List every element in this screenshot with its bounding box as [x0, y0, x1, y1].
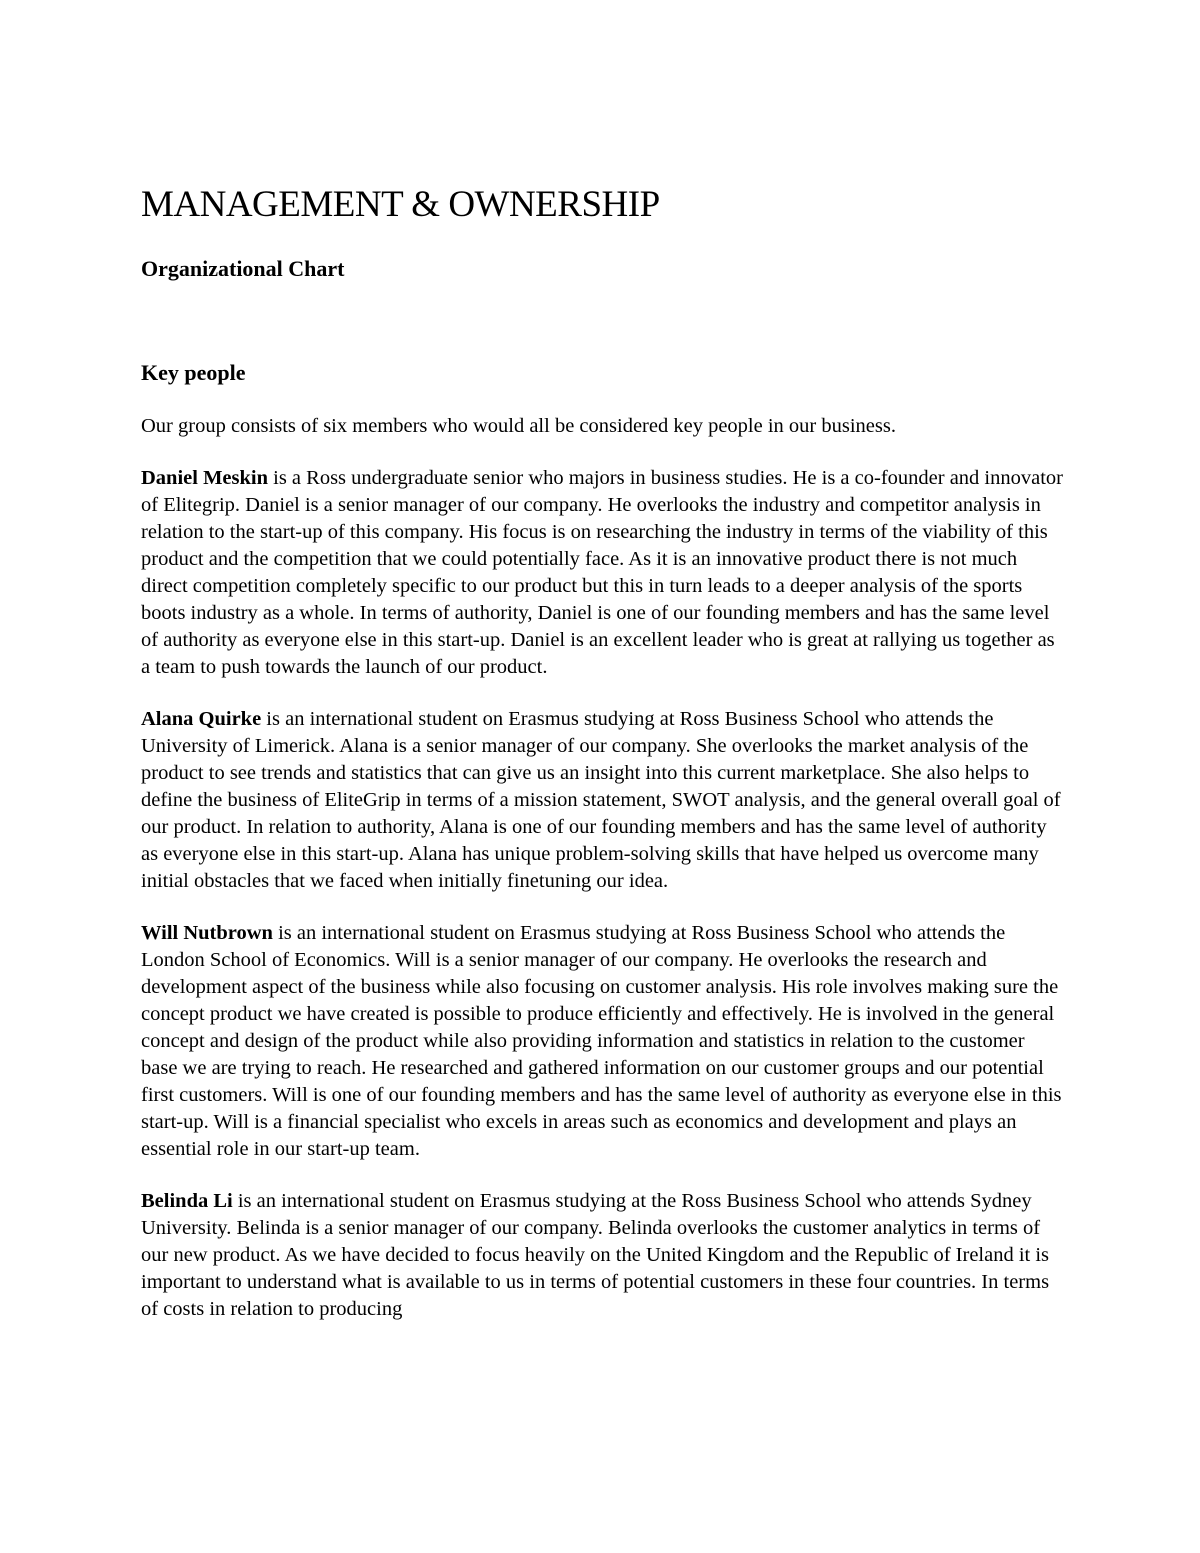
- document-content: [141, 180, 1063, 1323]
- bio-will-nutbrown: [141, 920, 1063, 1163]
- person-name: Will Nutbrown: [141, 922, 273, 944]
- bio-alana-quirke: [141, 706, 1063, 895]
- person-name: Alana Quirke: [141, 708, 262, 730]
- bio-text: is an international student on Erasmus studying at Ross Business School who attends the London School of Economics. Will is a senior manager of our company. He overlooks the research and development aspect of the business while also focusing on customer analysis. His role involves making sure the concept product we have created is possible to produce efficiently and effectively. He is involved in the general concept and design of the product while also providing information and statistics in relation to the customer base we are trying to reach. He researched and gathered information on our customer groups and our potential first customers. Will is one of our founding members and has the same level of authority as everyone else in this start-up. Will is a financial specialist who excels in areas such as economics and development and plays an essential role in our start-up team.: [141, 922, 1062, 1160]
- bio-daniel-meskin: [141, 465, 1063, 681]
- bio-belinda-li: [141, 1188, 1063, 1323]
- bio-text: is an international student on Erasmus studying at Ross Business School who attends the University of Limerick. Alana is a senior manager of our company. She overlooks the market analysis of the product to see trends and statistics that can give us an insight into this current marketplace. She also helps to define the business of EliteGrip in terms of a mission statement, SWOT analysis, and the general overall goal of our product. In relation to authority, Alana is one of our founding members and has the same level of authority as everyone else in this start-up. Alana has unique problem-solving skills that have helped us overcome many initial obstacles that we faced when initially finetuning our idea.: [141, 708, 1061, 892]
- key-people-heading: Key people: [141, 360, 246, 385]
- person-name: Belinda Li: [141, 1190, 233, 1212]
- document-title: MANAGEMENT & OWNERSHIP: [141, 184, 660, 225]
- bio-text: is a Ross undergraduate senior who majors in business studies. He is a co-founder and innovator of Elitegrip. Daniel is a senior manager of our company. He overlooks the industry and competitor analysis in relation to the start-up of this company. His focus is on researching the industry in terms of the viability of this product and the competition that we could potentially face. As it is an innovative product there is not much direct competition completely specific to our product but this in turn leads to a deeper analysis of the sports boots industry as a whole. In terms of authority, Daniel is one of our founding members and has the same level of authority as everyone else in this start-up. Daniel is an excellent leader who is great at rallying us together as a team to push towards the launch of our product.: [141, 467, 1063, 678]
- person-name: Daniel Meskin: [141, 467, 268, 489]
- org-chart-heading: Organizational Chart: [141, 256, 345, 281]
- intro-paragraph: Our group consists of six members who would all be considered key people in our business.: [141, 415, 896, 437]
- bio-text: is an international student on Erasmus studying at the Ross Business School who attends Sydney University. Belinda is a senior manager of our company. Belinda overlooks the customer analytics in terms of our new product. As we have decided to focus heavily on the United Kingdom and the Republic of Ireland it is important to understand what is available to us in terms of potential customers in these four countries. In terms of costs in relation to producing: [141, 1190, 1050, 1320]
